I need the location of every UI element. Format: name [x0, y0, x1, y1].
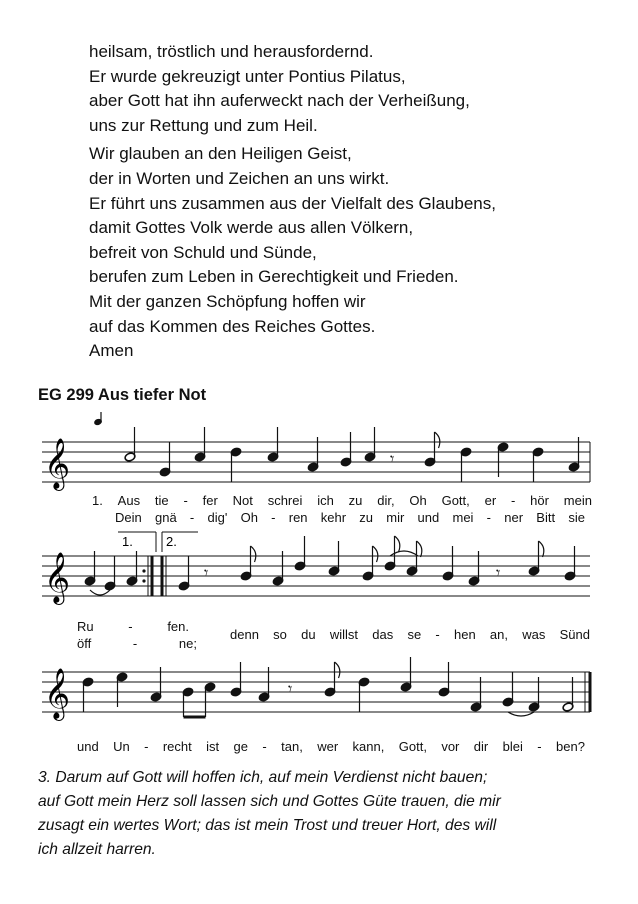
creed-line: auf das Kommen des Reiches Gottes. [89, 316, 376, 336]
creed-line: der in Worten und Zeichen an uns wirkt. [89, 168, 390, 188]
verse-3-line: ich allzeit harren. [38, 841, 156, 858]
syllable: und [77, 739, 99, 754]
creed-text [89, 40, 496, 364]
syllable: vor [441, 739, 460, 754]
verse-1-lyrics-line-1 [92, 493, 592, 508]
creed-line: berufen zum Leben in Gerechtigkeit und Frieden. [89, 267, 459, 287]
syllable: ben? [556, 739, 585, 754]
syllable: Gott, [441, 493, 470, 508]
syllable: Ru [77, 619, 94, 634]
syllable: denn [230, 627, 259, 642]
syllable: dig' [207, 510, 228, 525]
creed-line: heilsam, tröstlich und herausfordernd. [89, 42, 374, 61]
syllable: tan, [281, 739, 303, 754]
syllable: ich [317, 493, 334, 508]
creed-line: befreit von Schuld und Sünde, [89, 242, 317, 262]
syllable: - [144, 739, 149, 754]
syllable: fer [202, 493, 218, 508]
svg-text:𝄾: 𝄾 [288, 681, 293, 698]
creed-line: aber Gott hat ihn auferweckt nach der Verheißung, [89, 91, 470, 111]
verse-3-line: zusagt ein wertes Wort; das ist mein Trost und treuer Hort, des will [38, 817, 497, 834]
syllable: Not [232, 493, 253, 508]
syllable: ne; [178, 636, 197, 651]
syllable: Un [113, 739, 130, 754]
creed-line: Mit der ganzen Schöpfung hoffen wir [89, 291, 366, 311]
music-staff-2 [38, 526, 598, 616]
svg-text:𝄾: 𝄾 [496, 565, 501, 582]
syllable: - [486, 510, 492, 525]
syllable: zu [359, 510, 374, 525]
syllable: du [301, 627, 316, 642]
creed-line: damit Gottes Volk werde aus allen Völkern, [89, 218, 414, 238]
syllable: - [262, 739, 267, 754]
syllable: 1. [92, 493, 103, 508]
syllable: kehr [320, 510, 347, 525]
syllable: Bitt [536, 510, 556, 525]
syllable: dir, [377, 493, 395, 508]
syllable: gnä [154, 510, 177, 525]
svg-text:𝄾: 𝄾 [390, 451, 395, 468]
verse-3-text [38, 766, 623, 862]
syllable: se [407, 627, 422, 642]
syllable: - [132, 636, 138, 651]
creed-line: Er führt uns zusammen aus der Vielfalt des Glaubens, [89, 193, 496, 213]
syllable: sie [568, 510, 585, 525]
creed-paragraph-2 [89, 142, 496, 363]
syllable: fen. [167, 619, 189, 634]
syllable: - [510, 493, 516, 508]
syllable: ner [504, 510, 524, 525]
syllable: ren [288, 510, 308, 525]
syllable: Aus [117, 493, 141, 508]
syllable: und [417, 510, 440, 525]
syllable: Gott, [398, 739, 427, 754]
svg-text:𝄞: 𝄞 [44, 438, 71, 489]
syllable: willst [329, 627, 358, 642]
syllable: hör [530, 493, 549, 508]
hymn-title: EG 299 Aus tiefer Not [38, 386, 207, 404]
syllable: er [484, 493, 497, 508]
syllable: Sünd [559, 627, 590, 642]
volta-2-label: 2. [166, 534, 177, 549]
verse-2-ending-lyrics [77, 636, 197, 651]
creed-line: Wir glauben an den Heiligen Geist, [89, 144, 352, 164]
syllable: - [271, 510, 276, 525]
syllable: mei [452, 510, 474, 525]
creed-line: uns zur Rettung und zum Heil. [89, 115, 318, 135]
syllable: mein [563, 493, 592, 508]
verse-2-lyrics-line-1 [115, 510, 585, 525]
syllable: mir [386, 510, 405, 525]
svg-text:𝄞: 𝄞 [44, 552, 71, 603]
syllable: - [189, 510, 195, 525]
creed-line: Er wurde gekreuzigt unter Pontius Pilatus, [89, 66, 406, 86]
syllable: zu [348, 493, 363, 508]
volta-1-label: 1. [122, 534, 133, 549]
syllable: das [372, 627, 394, 642]
syllable: schrei [267, 493, 303, 508]
syllable: dir [473, 739, 489, 754]
svg-text:𝄞: 𝄞 [44, 668, 71, 719]
syllable: blei [502, 739, 523, 754]
staff-3-notes [82, 657, 574, 717]
syllable: öff [77, 636, 92, 651]
syllable: kann, [352, 739, 385, 754]
music-staff-1 [38, 412, 598, 492]
syllable: tie [154, 493, 169, 508]
creed-line: Amen [89, 341, 134, 361]
verse-3-line: 3. Darum auf Gott will hoffen ich, auf mein Verdienst nicht bauen; [38, 769, 488, 786]
verse-1-ending-lyrics [77, 619, 189, 634]
syllable: Oh [409, 493, 427, 508]
syllable: ge [233, 739, 248, 754]
creed-paragraph-1 [89, 40, 496, 138]
syllable: hen [453, 627, 476, 642]
syllable: recht [162, 739, 192, 754]
syllable: - [183, 493, 188, 508]
syllable: Dein [115, 510, 142, 525]
syllable: was [522, 627, 546, 642]
svg-text:𝄾: 𝄾 [204, 565, 209, 582]
syllable: an, [489, 627, 508, 642]
verse-lyrics-line-3 [77, 739, 585, 754]
syllable: so [273, 627, 287, 642]
syllable: ist [206, 739, 220, 754]
syllable: wer [317, 739, 339, 754]
syllable: - [537, 739, 542, 754]
verse-3-line: auf Gott mein Herz soll lassen sich und Gottes Güte trauen, die mir [38, 793, 501, 810]
syllable: - [435, 627, 440, 642]
music-staff-3 [38, 652, 598, 732]
continuation-lyrics [230, 627, 590, 642]
syllable: Oh [240, 510, 258, 525]
staff-1-notes [124, 427, 580, 482]
syllable: - [128, 619, 133, 634]
